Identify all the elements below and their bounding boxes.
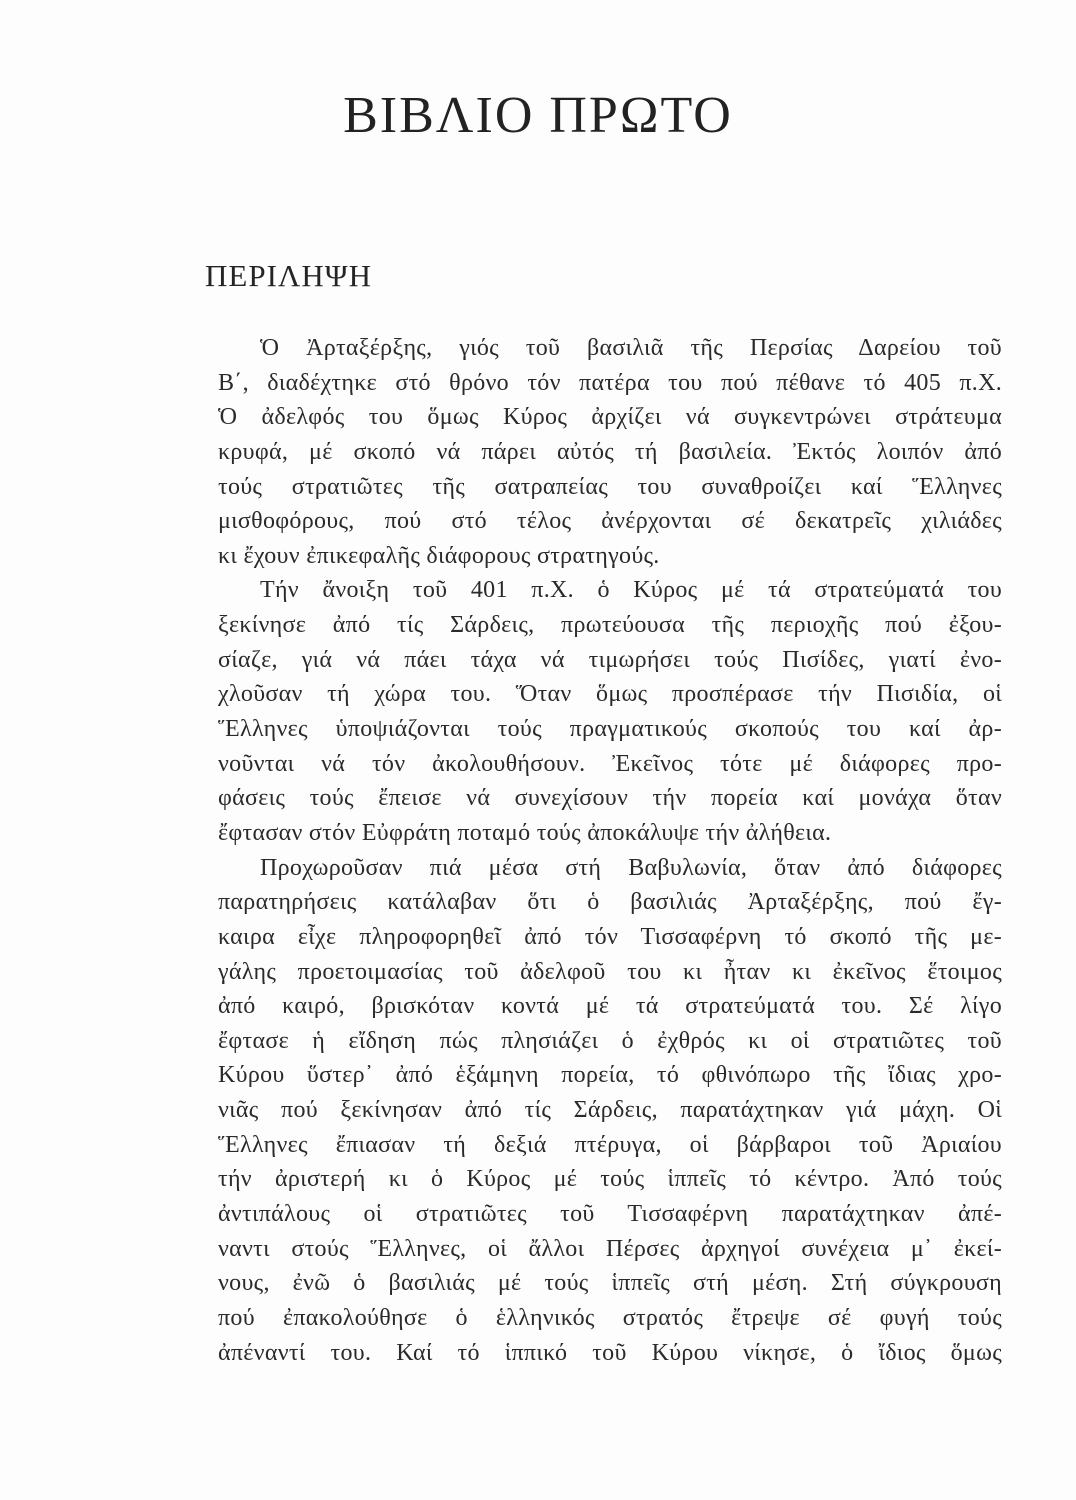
text-line: Προχωροῦσαν πιά μέσα στή Βαβυλωνία, ὅταν ἀπό διάφορες [260,854,1002,881]
text-line: νοῦνται νά τόν ἀκολουθήσουν. Ἐκεῖνος τότε μέ διάφορες προ- [218,750,1002,777]
text-line: κι ἔχουν ἐπικεφαλῆς διάφορους στρατηγούς. [218,542,660,569]
text-line: γάλης προετοιμασίας τοῦ ἀδελφοῦ του κι ἦταν κι ἐκεῖνος ἕτοιμος [218,958,1002,985]
text-line: νους, ἐνῶ ὁ βασιλιάς μέ τούς ἱππεῖς στή μέση. Στή σύγκρουση [218,1270,1002,1297]
section-title: ΠΕΡΙΛΗΨΗ [205,258,373,293]
text-line: Ἕλληνες ὑποψιάζονται τούς πραγματικούς σκοπούς του καί ἀρ- [218,716,1002,743]
text-line: Κύρου ὕστερ᾽ ἀπό ἑξάμηνη πορεία, τό φθινόπωρο τῆς ἴδιας χρο- [218,1062,1002,1089]
text-line: κρυφά, μέ σκοπό νά πάρει αὐτός τή βασιλεία. Ἐκτός λοιπόν ἀπό [218,438,1002,465]
text-line: Τήν ἄνοιξη τοῦ 401 π.Χ. ὁ Κύρος μέ τά στρατεύματά του [260,577,1002,604]
text-line: καιρα εἶχε πληροφορηθεῖ ἀπό τόν Τισσαφέρνη τό σκοπό τῆς με- [218,923,1002,950]
text-line: τούς στρατιῶτες τῆς σατραπείας του συναθροίζει καί Ἕλληνες [218,473,1002,500]
text-line: μισθοφόρους, πού στό τέλος ἀνέρχονται σέ δεκατρεῖς χιλιάδες [218,508,1002,535]
summary-text [218,331,1002,1370]
text-line: φάσεις τούς ἔπεισε νά συνεχίσουν τήν πορεία καί μονάχα ὅταν [218,785,1002,812]
text-line: ἀντιπάλους οἱ στρατιῶτες τοῦ Τισσαφέρνη παρατάχτηκαν ἀπέ- [218,1201,1002,1228]
text-line: Ἕλληνες ἔπιασαν τή δεξιά πτέρυγα, οἱ βάρβαροι τοῦ Ἀριαίου [218,1131,1002,1158]
text-line: ξεκίνησε ἀπό τίς Σάρδεις, πρωτεύουσα τῆς περιοχῆς πού ἐξου- [218,612,1002,639]
text-line: ἔφτασε ἡ εἴδηση πώς πλησιάζει ὁ ἐχθρός κι οἱ στρατιῶτες τοῦ [218,1027,1002,1054]
text-line: πού ἐπακολούθησε ὁ ἑλληνικός στρατός ἔτρεψε σέ φυγή τούς [218,1304,1002,1331]
text-line: τήν ἀριστερή κι ὁ Κύρος μέ τούς ἱππεῖς τό κέντρο. Ἀπό τούς [218,1166,1002,1193]
text-line: Ὁ ἀδελφός του ὅμως Κύρος ἀρχίζει νά συγκεντρώνει στράτευμα [218,404,1002,431]
text-line: νιᾶς πού ξεκίνησαν ἀπό τίς Σάρδεις, παρατάχτηκαν γιά μάχη. Οἱ [218,1097,1002,1124]
book-title: ΒΙΒΛΙΟ ΠΡΩΤΟ [343,87,733,144]
text-line: ἔφτασαν στόν Εὐφράτη ποταμό τούς ἀποκάλυψε τήν ἀλήθεια. [218,819,832,846]
text-line: παρατηρήσεις κατάλαβαν ὅτι ὁ βασιλιάς Ἀρταξέρξης, πού ἔγ- [218,889,1002,916]
text-line: ἀπέναντί του. Καί τό ἱππικό τοῦ Κύρου νίκησε, ὁ ἴδιος ὅμως [218,1339,1002,1366]
text-line: Ὁ Ἀρταξέρξης, γιός τοῦ βασιλιᾶ τῆς Περσίας Δαρείου τοῦ [260,335,1002,361]
text-line: σίαζε, γιά νά πάει τάχα νά τιμωρήσει τούς Πισίδες, γιατί ἐνο- [218,646,1002,673]
text-line: Β΄, διαδέχτηκε στό θρόνο τόν πατέρα του πού πέθανε τό 405 π.Χ. [218,369,1002,396]
text-line: χλοῦσαν τή χώρα του. Ὅταν ὅμως προσπέρασε τήν Πισιδία, οἱ [218,681,1002,708]
text-line: ναντι στούς Ἕλληνες, οἱ ἄλλοι Πέρσες ἀρχηγοί συνέχεια μ᾽ ἐκεί- [218,1235,1002,1262]
text-line: ἀπό καιρό, βρισκόταν κοντά μέ τά στρατεύματά του. Σέ λίγο [218,993,1002,1020]
